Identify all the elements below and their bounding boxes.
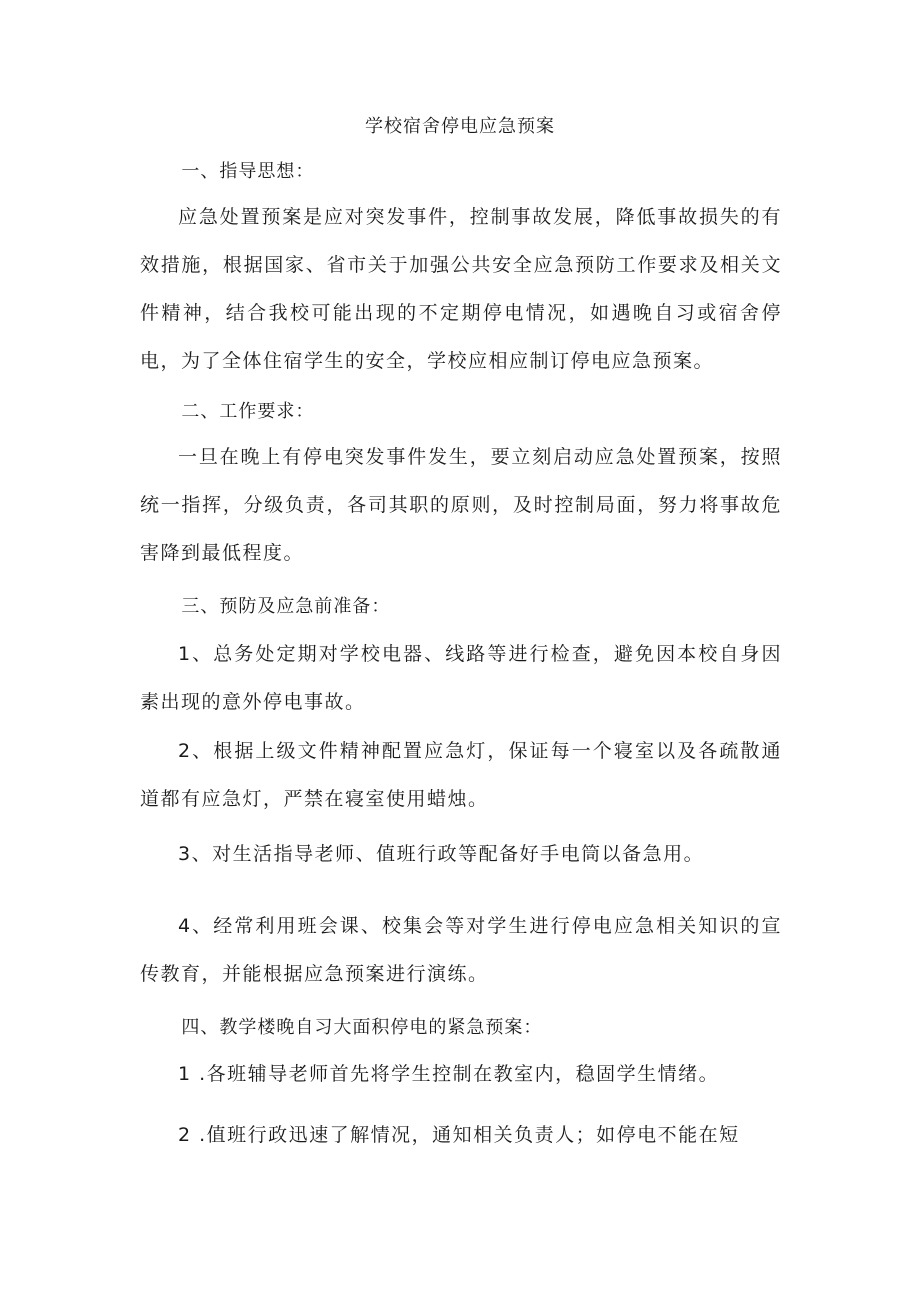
paragraph-guiding-idea: 应急处置预案是应对突发事件，控制事故发展，降低事故损失的有效措施，根据国家、省市关于加强公共安全应急预防工作要求及相关文件精神，结合我校可能出现的不定期停电情况，如遇晚自习或宿舍停电，为了全体住宿学生的安全，学校应相应制订停电应急预案。: [140, 206, 782, 372]
section-heading-prevention: 三、预防及应急前准备：: [181, 596, 391, 617]
section-heading-work-requirements: 二、工作要求：: [181, 401, 315, 422]
list-item-blackout-1: 1 .各班辅导老师首先将学生控制在教室内，稳固学生情绪。: [178, 1063, 720, 1085]
list-item-prevention-3: 3、对生活指导老师、值班行政等配备好手电筒以备急用。: [178, 843, 705, 865]
list-item-blackout-2: 2 .值班行政迅速了解情况，通知相关负责人；如停电不能在短: [178, 1124, 740, 1146]
list-item-prevention-1: 1、总务处定期对学校电器、线路等进行检查，避免因本校自身因素出现的意外停电事故。: [140, 643, 782, 713]
document-title: 学校宿舍停电应急预案: [365, 116, 555, 137]
paragraph-work-requirements: 一旦在晚上有停电突发事件发生，要立刻启动应急处置预案，按照统一指挥，分级负责，各司其职的原则，及时控制局面，努力将事故危害降到最低程度。: [140, 446, 782, 564]
section-heading-blackout-plan: 四、教学楼晚自习大面积停电的紧急预案：: [181, 1017, 543, 1038]
section-heading-guiding-idea: 一、指导思想：: [181, 161, 315, 182]
list-item-prevention-4: 4、经常利用班会课、校集会等对学生进行停电应急相关知识的宣传教育，并能根据应急预案进行演练。: [140, 915, 782, 985]
list-item-prevention-2: 2、根据上级文件精神配置应急灯，保证每一个寝室以及各疏散通道都有应急灯，严禁在寝室使用蜡烛。: [140, 740, 782, 810]
